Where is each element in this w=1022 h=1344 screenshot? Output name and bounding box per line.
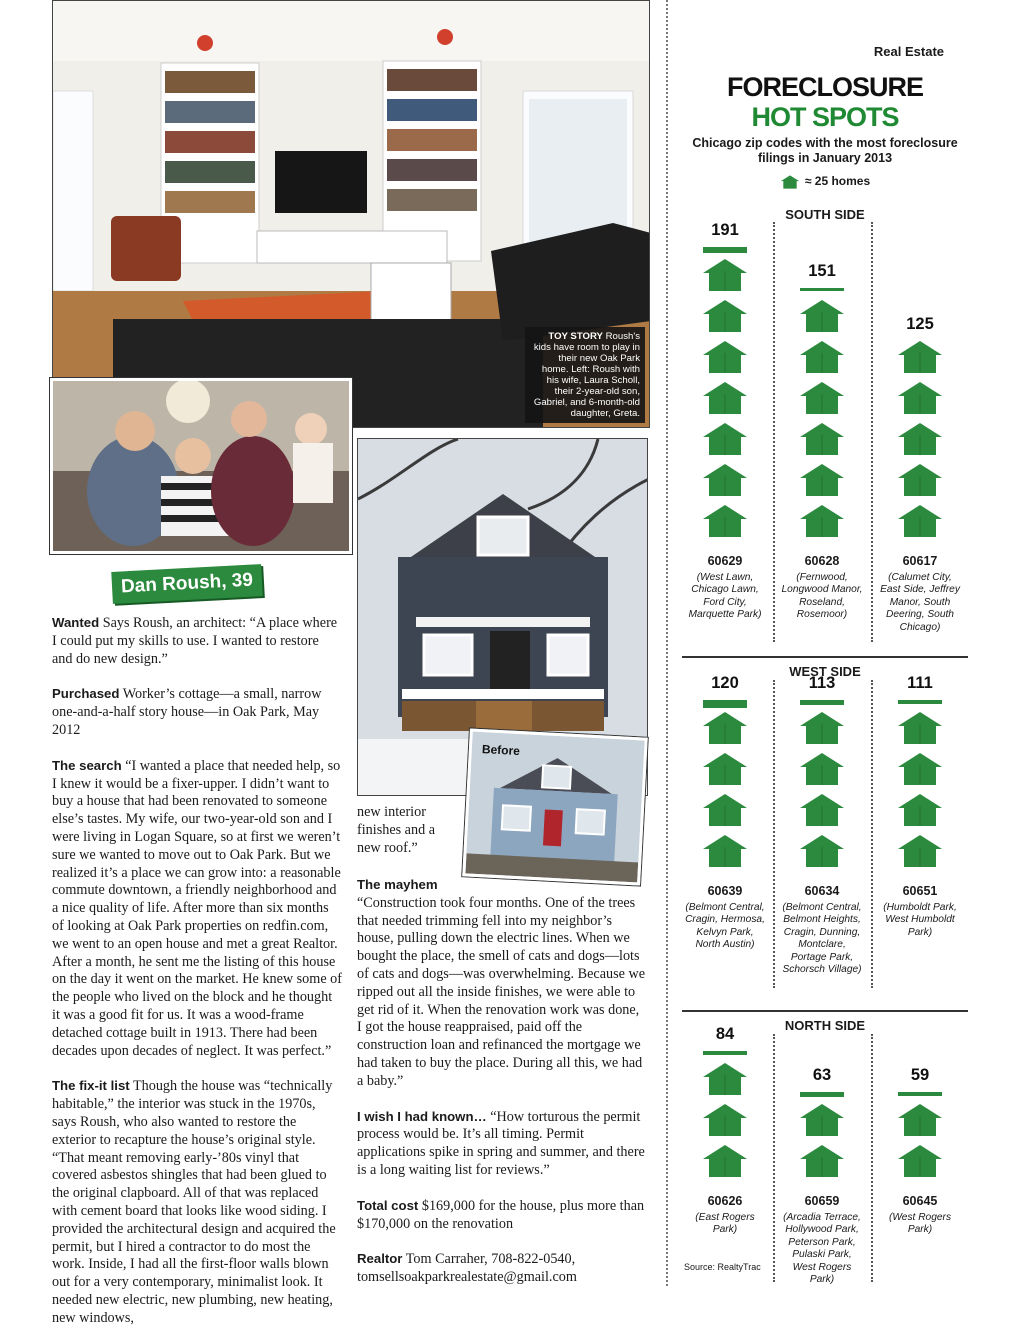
realtor-paragraph [357, 1250, 647, 1287]
wanted-text: Says Roush, an architect: “A place where I could put my skills to use. I wanted to restore and do new design.” [52, 615, 338, 667]
zip-code-label: 60645 [902, 1194, 938, 1208]
column-divider-1-0 [773, 680, 775, 988]
house-before-photo [462, 728, 648, 885]
house-icon [798, 421, 846, 457]
house-icon [701, 503, 749, 539]
sidebar-title: FORECLOSURE [726, 72, 923, 102]
house-icon [798, 1143, 846, 1179]
article-column-left [52, 614, 342, 1344]
partial-house-bar [703, 1051, 747, 1055]
house-icon [798, 1102, 846, 1138]
fixit-text: Though the house was “technically habitable,” the interior was stuck in the 1970s, says Roush, who also wanted to restore the exterior to recapture the house’s original style. “That meant removing early-’80s vinyl that covered asbestos shingles that had been glued to the original clapboard. All of that was replaced with cement board that looks like wood siding. I provided the architectural design and acquired the permit, but I hired a contractor to do most the work. Inside, I had all the first-floor walls blown out for a very contemporary, minimalist look. It needed new electric, new plumbing, new heating, new windows, [52, 1078, 336, 1326]
partial-house-bar [898, 1092, 942, 1096]
house-icon [798, 503, 846, 539]
house-icon [701, 833, 749, 869]
house-icon [701, 380, 749, 416]
caption-body: Roush's kids have room to play in their new Oak Park home. Left: Roush with his wife, Laura Scholl, their 2-year-old son, Gabriel, and 6-month-old daughter, Greta. [533, 331, 640, 419]
neighborhood-label: (Humboldt Park, West Humboldt Park) [883, 902, 957, 938]
sidebar-title-accent: HOT SPOTS [751, 102, 899, 132]
search-paragraph [52, 757, 342, 1061]
cost-text: $169,000 for the house, plus more than $170,000 on the renovation [357, 1197, 645, 1232]
mayhem-text: “Construction took four months. One of the trees that needed trimming fell into my neighbor’s house, pulling down the electric lines. When we bought the place, the smell of cats and dogs—lots of cats and dogs—was overwhelming. Because we ripped out all the inside finishes, we were able to get rid of it. When the renovation work was done, I got the house reappraised, paid off the construction loan and refinanced the mortgage we had taken to buy the place. During all this, we had a baby.” [357, 894, 646, 1089]
count-label: 191 [711, 221, 739, 239]
realtor-text: Tom Carraher, 708-822-0540, [405, 1251, 576, 1268]
family-illustration [53, 381, 349, 551]
name-banner: Dan Roush, 39 [111, 564, 262, 604]
purchased-paragraph [52, 685, 342, 739]
legend-house-icon [780, 174, 800, 190]
partial-house-bar [800, 700, 844, 705]
source-note: Source: RealtyTrac [684, 1262, 761, 1272]
house-icon [798, 833, 846, 869]
zip-code-label: 60628 [804, 554, 840, 568]
neighborhood-label: (East Rogers Park) [695, 1212, 755, 1236]
article-column-right [357, 876, 647, 1304]
neighborhood-label: (West Rogers Park) [888, 1212, 952, 1236]
count-label: 63 [812, 1066, 832, 1084]
fixit-paragraph [52, 1077, 342, 1327]
partial-house-bar [800, 1092, 844, 1097]
neighborhood-label: (West Lawn, Chicago Lawn, Ford City, Marquette Park) [688, 572, 762, 621]
zip-code-label: 60629 [707, 554, 743, 568]
fixit-continued: new interior finishes and a new roof.” [357, 804, 436, 856]
realtor-email: tomsellsoakparkrealestate@gmail.com [357, 1269, 577, 1286]
house-icon [798, 380, 846, 416]
purchased-text: Worker’s cottage—a small, narrow one-and-a-half story house—in Oak Park, May 2012 [52, 686, 322, 738]
count-label: 113 [808, 674, 836, 692]
partial-house-bar [800, 288, 844, 291]
search-text: “I wanted a place that needed help, so I knew it would be a fixer-upper. I didn’t want to buy a house that had been renovated to someone else’s tastes. My wife, our two-year-old son and I were living in Logan Square, so at first we weren’t sure we wanted to move out to Oak Park. But we realized it’s a place we can grow into: a reasonable commute downtown, a friendly neighborhood and a nice quality of life. After more than six months of looking at Oak Park properties on redfin.com, we went to an open house and met a great Realtor. After a month, he sent me the listing of this house on the day it went on the market. He knew some of the people who lived on the block and he thought it was a good fit for us. It was a wood-frame detached cottage built in 1913. There had been decades upon decades of neglect. It was perfect.” [52, 757, 342, 1059]
section-heading-2: NORTH SIDE [784, 1018, 866, 1033]
neighborhood-label: (Belmont Central, Belmont Heights, Cragin, Dunning, Montclare, Portage Park, Schorsch Village) [782, 902, 862, 976]
cost-lead: Total cost [357, 1197, 419, 1213]
house-icon [701, 421, 749, 457]
house-icon [896, 503, 944, 539]
house-icon [798, 462, 846, 498]
partial-house-bar [898, 700, 942, 704]
house-icon [701, 462, 749, 498]
section-tag: Real Estate [873, 44, 944, 59]
count-label: 84 [715, 1025, 735, 1043]
wish-lead: I wish I had known… [357, 1108, 487, 1124]
house-icon [896, 462, 944, 498]
house-icon [896, 1143, 944, 1179]
neighborhood-label: (Fernwood, Longwood Manor, Roseland, Rosemoor) [781, 572, 863, 621]
count-label: 125 [906, 315, 934, 333]
section-heading-0: SOUTH SIDE [785, 207, 865, 222]
zip-code-label: 60659 [804, 1194, 840, 1208]
house-icon [701, 792, 749, 828]
family-photo [50, 378, 352, 554]
partial-house-bar [703, 247, 747, 253]
realtor-lead: Realtor [357, 1251, 403, 1267]
mayhem-paragraph [357, 876, 647, 1091]
house-icon [798, 339, 846, 375]
before-label: Before [481, 742, 521, 759]
house-icon [896, 1102, 944, 1138]
zip-code-label: 60626 [707, 1194, 743, 1208]
zip-code-label: 60651 [902, 884, 938, 898]
purchased-lead: Purchased [52, 686, 120, 702]
column-divider-2-1 [871, 1034, 873, 1282]
house-icon [798, 792, 846, 828]
house-icon [896, 792, 944, 828]
house-icon [701, 1143, 749, 1179]
neighborhood-label: (Arcadia Terrace, Hollywood Park, Peterson Park, Pulaski Park, West Rogers Park) [783, 1212, 861, 1286]
count-label: 111 [907, 674, 933, 692]
partial-house-bar [703, 700, 747, 708]
house-icon [701, 751, 749, 787]
fixit-lead: The fix-it list [52, 1078, 130, 1094]
neighborhood-label: (Belmont Central, Cragin, Hermosa, Kelvyn Park, North Austin) [685, 902, 765, 951]
legend-text: ≈ 25 homes [804, 174, 871, 189]
neighborhood-label: (Calumet City, East Side, Jeffrey Manor, South Deering, South Chicago) [880, 572, 960, 633]
zip-code-label: 60639 [707, 884, 743, 898]
section-heading-1: WEST SIDE [789, 664, 861, 679]
house-icon [896, 751, 944, 787]
wish-paragraph [357, 1108, 647, 1180]
column-divider-2-0 [773, 1034, 775, 1282]
house-icon [701, 710, 749, 746]
count-label: 59 [910, 1066, 930, 1084]
cost-paragraph [357, 1197, 647, 1234]
mayhem-lead: The mayhem [357, 877, 438, 892]
house-icon [701, 298, 749, 334]
zip-code-label: 60617 [902, 554, 938, 568]
sidebar-subtitle: Chicago zip codes with the most foreclosure filings in January 2013 [692, 136, 958, 165]
wanted-lead: Wanted [52, 615, 100, 630]
house-icon [798, 751, 846, 787]
house-icon [798, 710, 846, 746]
house-icon [896, 339, 944, 375]
count-label: 151 [808, 262, 836, 280]
sidebar-divider [666, 0, 669, 1286]
photo-caption [525, 327, 645, 423]
column-divider-0-1 [871, 222, 873, 642]
column-divider-0-0 [773, 222, 775, 642]
house-icon [798, 298, 846, 334]
house-icon [896, 380, 944, 416]
house-icon [701, 339, 749, 375]
section-rule-1 [682, 656, 968, 658]
search-lead: The search [52, 757, 122, 773]
house-icon [701, 1102, 749, 1138]
zip-code-label: 60634 [804, 884, 840, 898]
house-icon [896, 710, 944, 746]
wish-text: “How torturous the permit process would be. It’s all timing. Permit applications spike in spring and summer, and there is a long waiting list for reviews.” [357, 1108, 645, 1178]
house-icon [701, 1061, 749, 1097]
count-label: 120 [711, 674, 739, 692]
legend [682, 174, 968, 190]
wanted-paragraph [52, 614, 342, 668]
living-room-photo [52, 0, 650, 428]
section-rule-2 [682, 1010, 968, 1012]
caption-lead: TOY STORY [548, 331, 603, 342]
house-icon [701, 257, 749, 293]
house-icon [896, 833, 944, 869]
house-icon [896, 421, 944, 457]
column-divider-1-1 [871, 680, 873, 988]
